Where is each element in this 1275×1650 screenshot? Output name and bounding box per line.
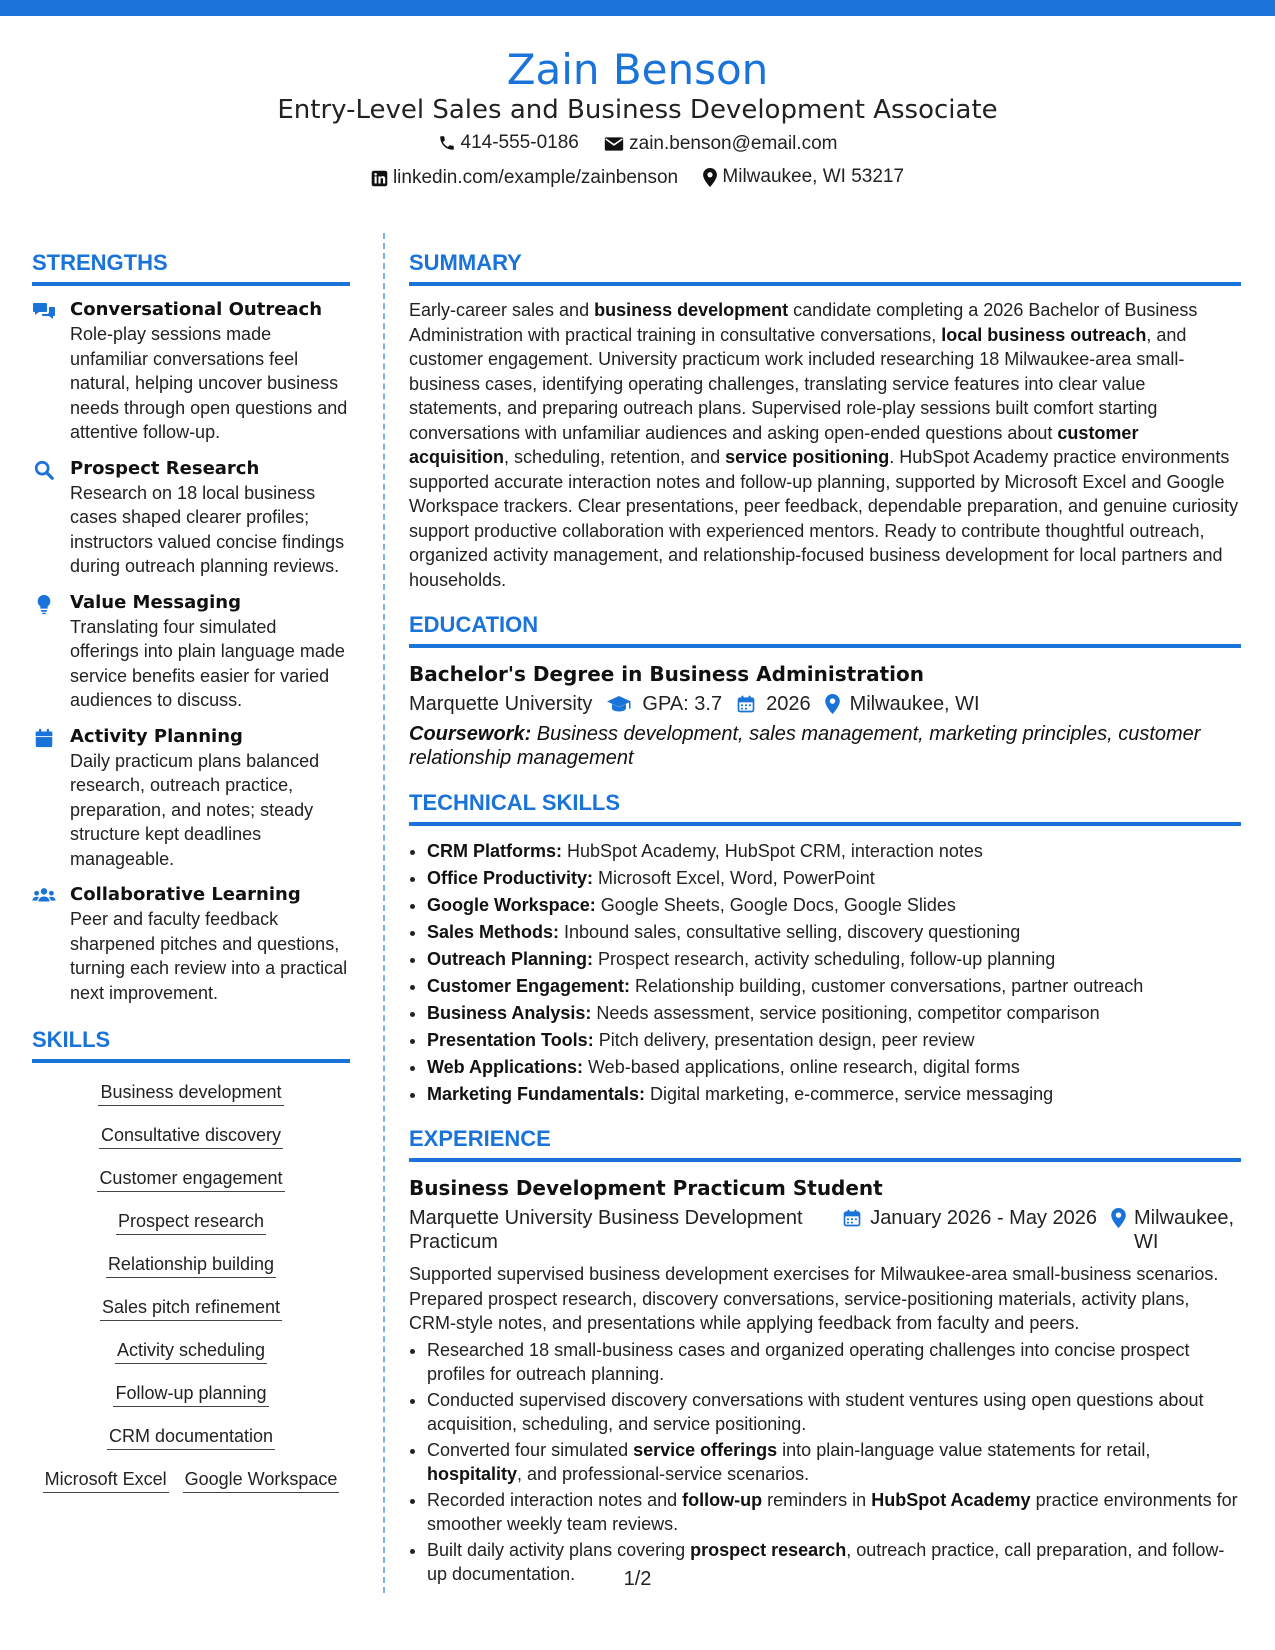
skill-tag: Microsoft Excel xyxy=(43,1466,169,1493)
job-meta-row xyxy=(409,1206,1241,1254)
summary-segment: , and customer engagement. University practicum work included researching 18 Milwaukee-area small-business cases, identifying operating challenges, translating service features into clear value statements, and preparing outreach plans. Supervised role-play sessions built comfort starting conversations with unfamiliar audiences and asking open-ended questions about xyxy=(409,324,1187,443)
list-item xyxy=(427,1027,1241,1054)
map-marker-icon xyxy=(1111,1208,1126,1228)
list-item xyxy=(427,1388,1241,1437)
contact-email[interactable] xyxy=(604,129,837,159)
search-icon xyxy=(32,459,56,481)
technical-skills-heading: TECHNICAL SKILLS xyxy=(409,788,1241,826)
list-item xyxy=(427,1338,1241,1387)
bullet-segment: , and professional-service scenarios. xyxy=(517,1464,810,1484)
map-marker-icon xyxy=(825,694,840,714)
skill-label: Business Analysis: xyxy=(427,1003,592,1023)
calendar-icon xyxy=(32,727,56,749)
left-column xyxy=(32,248,350,1509)
skill-value: Inbound sales, consultative selling, discovery questioning xyxy=(559,922,1021,942)
coursework xyxy=(409,722,1241,770)
bullet-emphasis: prospect research xyxy=(690,1539,847,1560)
job-dates-location xyxy=(842,1206,1241,1254)
strength-item xyxy=(32,298,350,445)
strength-desc: Daily practicum plans balanced research, outreach practice, preparation, and notes; steady structure kept deadlines manageable. xyxy=(70,750,320,869)
skill-tag: Follow-up planning xyxy=(113,1380,268,1407)
list-item xyxy=(427,973,1241,1000)
list-item xyxy=(427,1054,1241,1081)
education-meta xyxy=(409,688,1241,720)
skill-value: Needs assessment, service positioning, competitor comparison xyxy=(591,1003,1100,1023)
skill-tag: Activity scheduling xyxy=(115,1337,267,1364)
coursework-label: Coursework: xyxy=(409,723,532,745)
candidate-name: Zain Benson xyxy=(506,45,769,94)
school-location: Milwaukee, WI xyxy=(849,693,980,715)
bullet-segment: reminders in xyxy=(762,1489,872,1510)
contact-row-1 xyxy=(0,128,1275,162)
calendar-icon xyxy=(842,1208,862,1228)
skill-label: Outreach Planning: xyxy=(427,949,594,969)
skill-label: Sales Methods: xyxy=(427,922,560,942)
technical-skills-list xyxy=(409,838,1241,1108)
strength-item xyxy=(32,457,350,579)
list-item xyxy=(427,1488,1241,1537)
users-icon xyxy=(32,885,56,907)
job-intro: Supported supervised business development exercises for Milwaukee-area small-business scenarios. Prepared prospect research, discovery conversations, service-positioning materials, activity plans, CRM-style notes, and presentations while applying feedback from faculty and peers. xyxy=(409,1264,1219,1333)
list-item xyxy=(427,838,1241,865)
strength-title: Value Messaging xyxy=(70,591,241,613)
bullet-segment: , outreach practice, call preparation, and follow-up documentation. xyxy=(427,1539,1225,1584)
strength-item xyxy=(32,725,350,872)
strength-item xyxy=(32,591,350,713)
graduation-cap-icon xyxy=(606,694,632,714)
skill-tag: CRM documentation xyxy=(107,1423,275,1450)
list-item xyxy=(427,946,1241,973)
bullet-emphasis: hospitality xyxy=(427,1464,518,1484)
bullet-emphasis: HubSpot Academy xyxy=(871,1489,1031,1510)
phone-text: 414-555-0186 xyxy=(460,132,579,153)
skill-tag: Business development xyxy=(98,1079,283,1106)
job-dates: January 2026 - May 2026 xyxy=(870,1207,1097,1229)
bullet-emphasis: follow-up xyxy=(682,1489,763,1510)
gpa-text: GPA: 3.7 xyxy=(642,693,723,715)
list-item xyxy=(427,919,1241,946)
calendar-icon xyxy=(736,694,756,714)
skill-tag: Consultative discovery xyxy=(99,1122,283,1149)
strength-desc: Peer and faculty feedback sharpened pitches and questions, turning each review into a practical next improvement. xyxy=(70,909,348,1003)
skill-tag: Sales pitch refinement xyxy=(100,1294,282,1321)
degree-title: Bachelor's Degree in Business Administration xyxy=(409,662,924,686)
contact-location xyxy=(703,162,904,192)
summary-segment: candidate completing a 2026 Bachelor of Business Administration with practical training in consultative conversations, xyxy=(409,300,1198,345)
graduation-year: 2026 xyxy=(766,693,811,715)
summary-segment: Early-career sales and xyxy=(409,300,595,320)
school-name: Marquette University xyxy=(409,693,593,715)
education-heading: EDUCATION xyxy=(409,610,1241,648)
list-item xyxy=(427,1000,1241,1027)
contact-row-2 xyxy=(0,162,1275,197)
skill-label: Web Applications: xyxy=(427,1057,584,1077)
map-marker-icon xyxy=(703,168,717,187)
skill-label: Marketing Fundamentals: xyxy=(427,1084,646,1104)
strength-title: Activity Planning xyxy=(70,725,243,747)
summary-heading: SUMMARY xyxy=(409,248,1241,286)
bullet-segment: practice environments for smoother weekly team reviews. xyxy=(427,1489,1238,1534)
experience-heading: EXPERIENCE xyxy=(409,1124,1241,1162)
skill-value: HubSpot Academy, HubSpot CRM, interaction notes xyxy=(562,841,983,861)
job-bullets xyxy=(409,1338,1241,1587)
coursework-text: Business development, sales management, marketing principles, customer relationship management xyxy=(409,723,1201,769)
lightbulb-icon xyxy=(32,593,56,615)
strength-desc: Research on 18 local business cases shaped clearer profiles; instructors valued concise findings during outreach planning reviews. xyxy=(70,482,345,576)
skill-tag: Google Workspace xyxy=(183,1466,340,1493)
skill-value: Prospect research, activity scheduling, follow-up planning xyxy=(593,949,1056,969)
strength-title: Prospect Research xyxy=(70,457,260,479)
strengths-heading: STRENGTHS xyxy=(32,248,350,286)
top-accent-bar xyxy=(0,0,1275,16)
linkedin-icon xyxy=(371,170,388,187)
comments-icon xyxy=(32,300,56,322)
skills-list xyxy=(32,1079,350,1509)
strength-item xyxy=(32,883,350,1005)
list-item xyxy=(427,892,1241,919)
skill-value: Web-based applications, online research, digital forms xyxy=(583,1057,1020,1077)
strength-title: Collaborative Learning xyxy=(70,884,301,905)
resume-header xyxy=(0,42,1275,197)
skill-value: Relationship building, customer conversations, partner outreach xyxy=(630,976,1144,996)
summary-segment: . HubSpot Academy practice environments supported accurate interaction notes and follow-up planning, supported by Microsoft Excel and Google Workspace trackers. Clear presentations, peer feedback, dependable preparation, and genuine curiosity support productive collaboration with experienced mentors. Ready to contribute thoughtful outreach, organized activity management, and relationship-focused business development for local partners and households. xyxy=(409,447,1239,590)
bullet-segment: Converted four simulated xyxy=(427,1439,634,1460)
skill-tag: Prospect research xyxy=(116,1208,266,1235)
skill-value: Digital marketing, e-commerce, service messaging xyxy=(645,1084,1054,1104)
strength-title: Conversational Outreach xyxy=(70,299,323,320)
skill-value: Pitch delivery, presentation design, peer review xyxy=(593,1030,975,1050)
list-item xyxy=(427,1438,1241,1487)
summary-segment: , scheduling, retention, and xyxy=(504,447,726,467)
bullet-segment: into plain-language value statements for retail, xyxy=(777,1439,1151,1460)
skills-heading: SKILLS xyxy=(32,1025,350,1063)
skill-label: Office Productivity: xyxy=(427,868,594,888)
skill-tag: Customer engagement xyxy=(97,1165,284,1192)
bullet-emphasis: service offerings xyxy=(633,1439,778,1460)
contact-linkedin[interactable] xyxy=(371,163,678,193)
skill-tag: Relationship building xyxy=(106,1251,276,1278)
summary-emphasis: service positioning xyxy=(725,447,890,467)
skill-label: CRM Platforms: xyxy=(427,841,563,861)
summary-text xyxy=(409,298,1241,592)
skill-value: Microsoft Excel, Word, PowerPoint xyxy=(593,868,875,888)
bullet-segment: Researched 18 small-business cases and organized operating challenges into concise prospect profiles for outreach planning. xyxy=(427,1339,1190,1384)
contact-phone xyxy=(438,128,579,158)
skill-label: Presentation Tools: xyxy=(427,1030,594,1050)
summary-emphasis: customer acquisition xyxy=(409,422,1139,467)
location-text: Milwaukee, WI 53217 xyxy=(722,166,905,187)
strength-desc: Role-play sessions made unfamiliar conversations feel natural, helping uncover business needs through open questions and attentive follow-up. xyxy=(70,324,348,442)
skill-value: Google Sheets, Google Docs, Google Slides xyxy=(595,895,956,915)
summary-emphasis: local business outreach xyxy=(941,324,1147,345)
job-location: Milwaukee, WI xyxy=(1134,1207,1235,1253)
bullet-segment: Recorded interaction notes and xyxy=(427,1489,683,1510)
job-title: Business Development Practicum Student xyxy=(409,1176,883,1200)
page-number: 1/2 xyxy=(623,1568,652,1590)
candidate-title: Entry-Level Sales and Business Development Associate xyxy=(277,95,998,125)
job-company: Marquette University Business Development Practicum xyxy=(409,1207,803,1253)
email-text: zain.benson@email.com xyxy=(629,133,838,154)
right-column xyxy=(409,248,1241,1588)
list-item xyxy=(427,1081,1241,1108)
job-location-wrap xyxy=(1111,1206,1241,1254)
skill-label: Customer Engagement: xyxy=(427,976,631,996)
bullet-segment: Conducted supervised discovery conversations with student ventures using open questions about acquisition, scheduling, and service positioning. xyxy=(427,1389,1204,1434)
column-divider xyxy=(383,233,385,1593)
summary-emphasis: business development xyxy=(594,300,789,320)
linkedin-text: linkedin.com/example/zainbenson xyxy=(392,167,679,188)
list-item xyxy=(427,865,1241,892)
bullet-segment: Built daily activity plans covering xyxy=(427,1539,691,1560)
skill-label: Google Workspace: xyxy=(427,895,596,915)
phone-icon xyxy=(438,134,456,152)
envelope-icon xyxy=(604,136,624,152)
strength-desc: Translating four simulated offerings into plain language made service benefits easier for varied audiences to discuss. xyxy=(70,616,345,710)
